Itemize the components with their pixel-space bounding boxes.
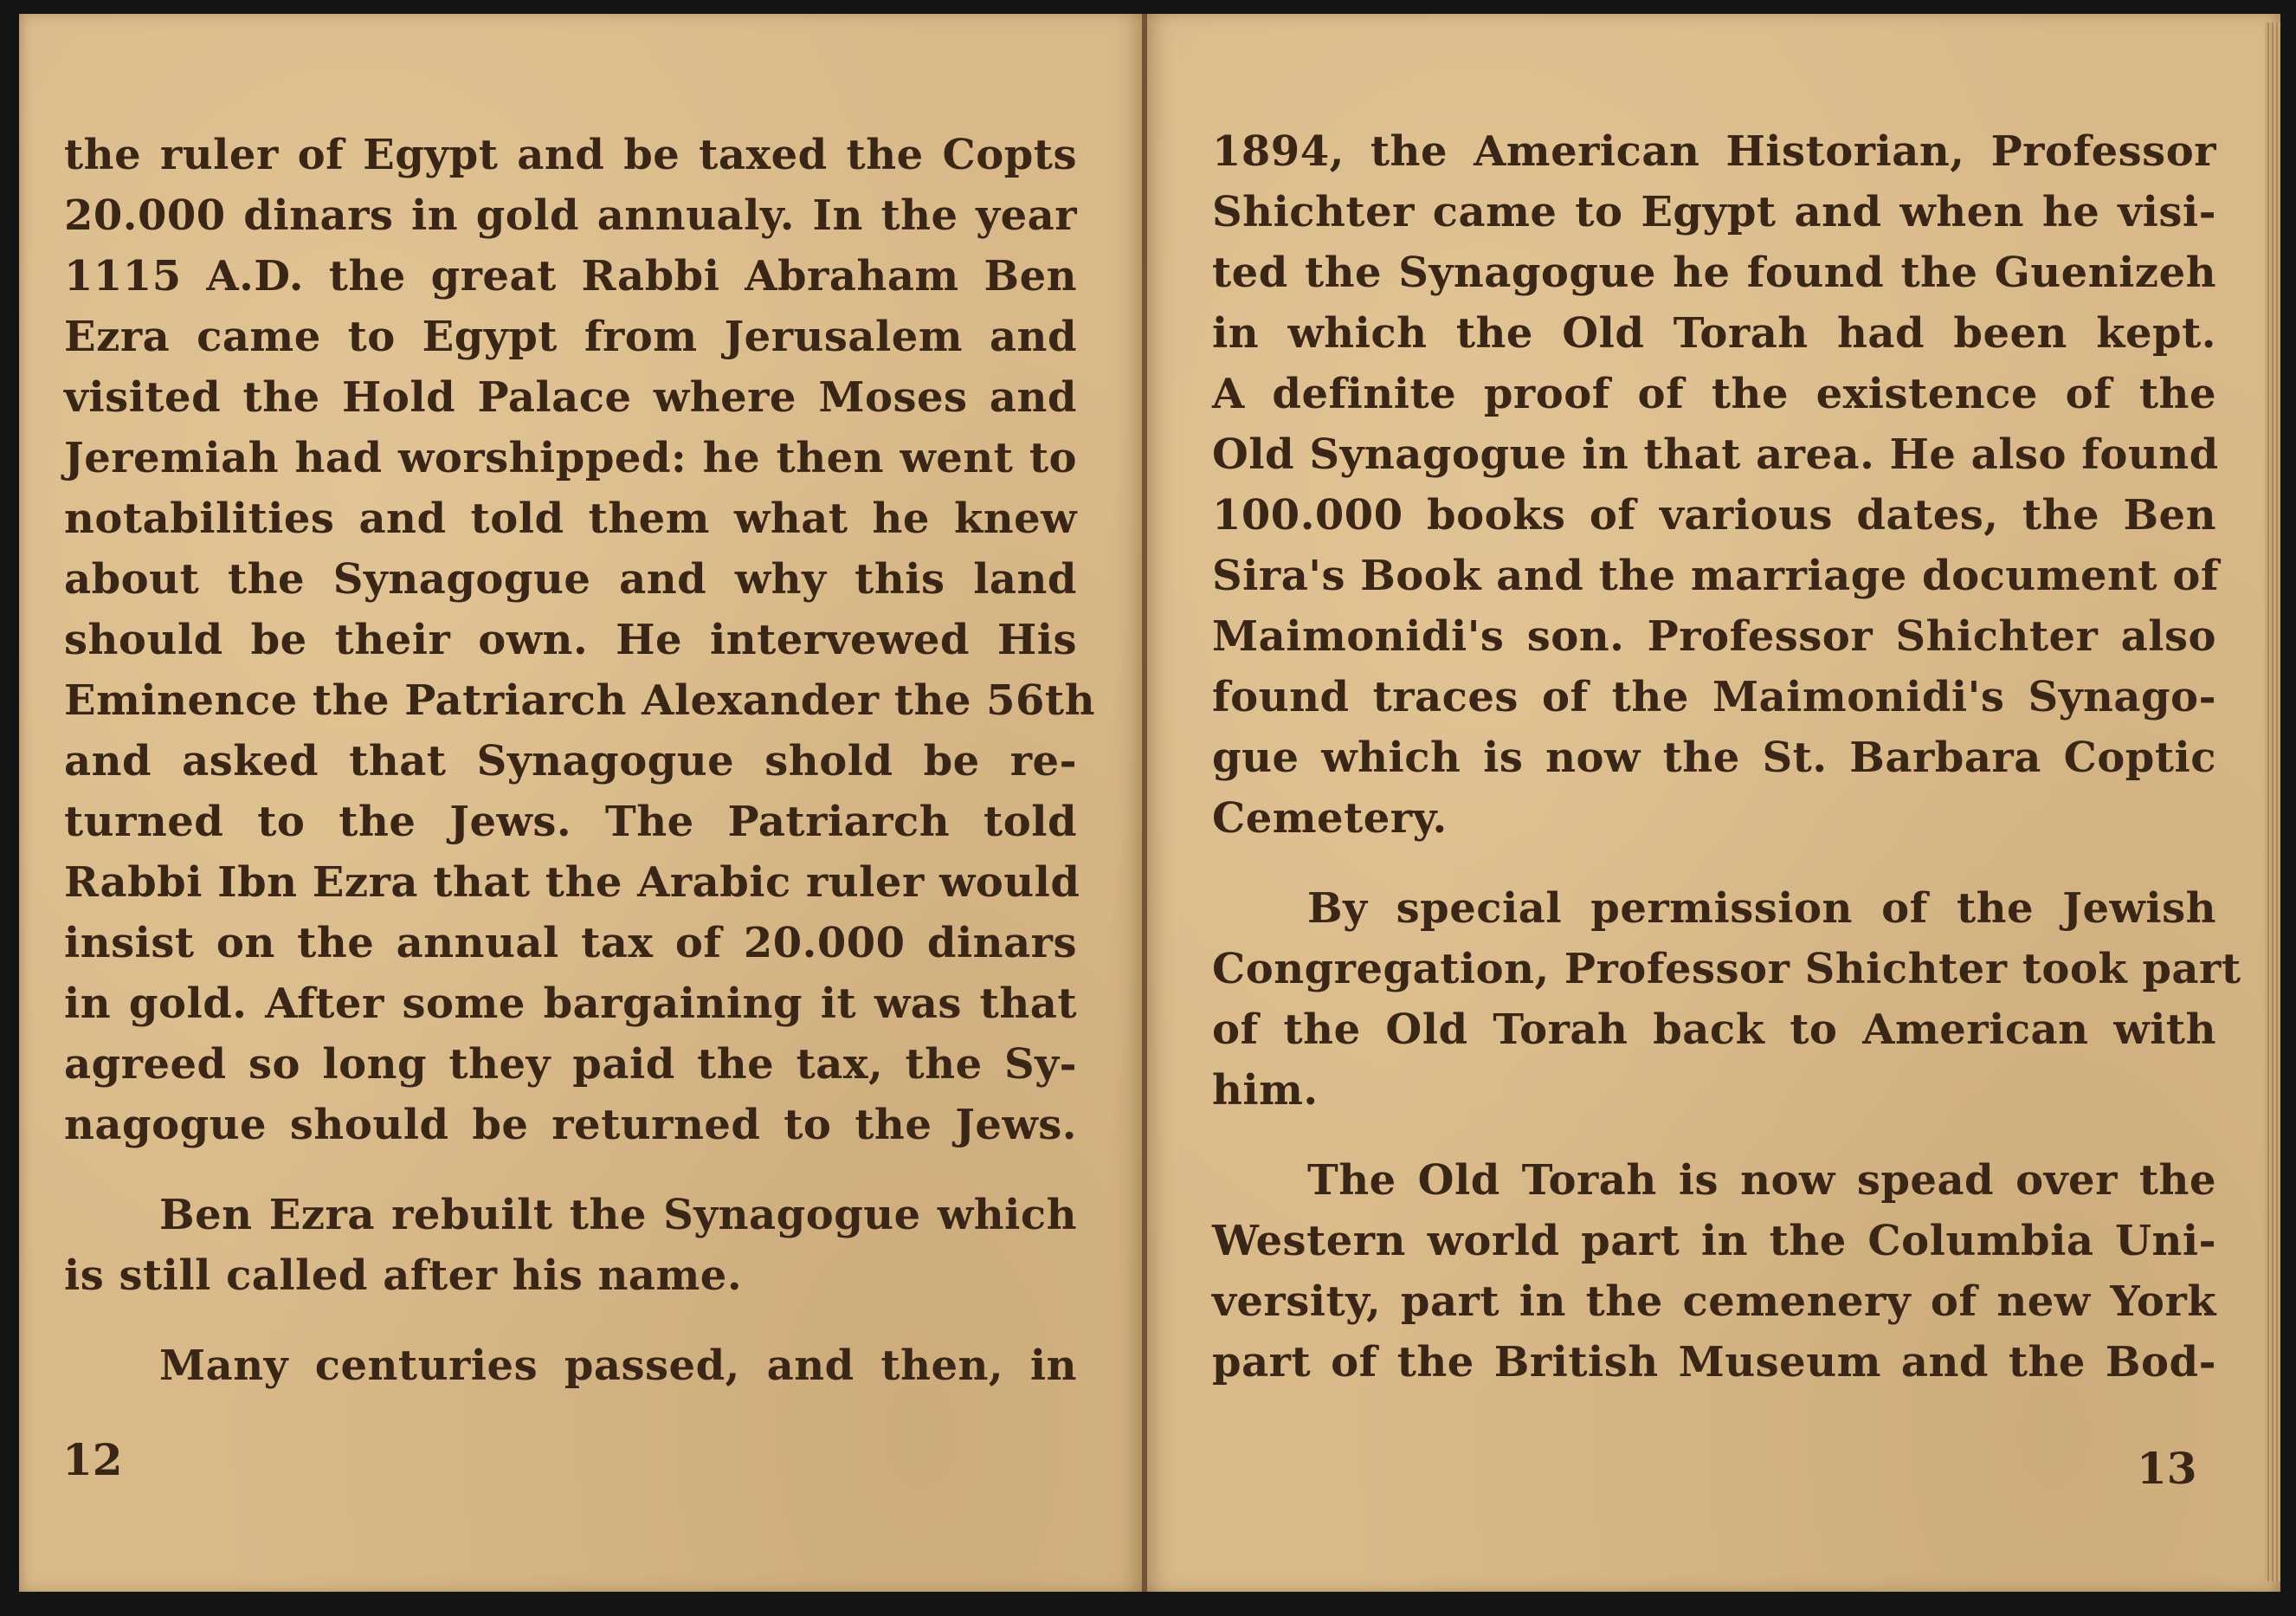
text-line: the ruler of Egypt and be taxed the Copts (64, 131, 1077, 179)
paragraph-gap (1212, 849, 2216, 878)
text-line: ted the Synagogue he found the Guenizeh (1212, 249, 2216, 297)
text-line: Shichter came to Egypt and when he visi- (1212, 188, 2216, 236)
text-line: of the Old Torah back to American with (1212, 1005, 2216, 1054)
text-line: found traces of the Maimonidi's Synago- (1212, 673, 2216, 721)
text-line: in gold. After some bargaining it was that (64, 979, 1077, 1028)
right-page-text (1212, 121, 2241, 1393)
text-line: him. (1212, 1066, 1319, 1115)
text-line: turned to the Jews. The Patriarch told (64, 798, 1077, 846)
text-line: agreed so long they paid the tax, the Sy- (64, 1040, 1077, 1089)
page-number-left: 12 (62, 1434, 123, 1485)
right-page (1145, 14, 2280, 1592)
left-page (19, 14, 1145, 1592)
text-line: Rabbi Ibn Ezra that the Arabic ruler would (64, 858, 1080, 907)
text-line: nagogue should be returned to the Jews. (64, 1101, 1077, 1149)
text-line: 1115 A.D. the great Rabbi Abraham Ben (64, 252, 1077, 301)
text-line: gue which is now the St. Barbara Coptic (1212, 734, 2216, 782)
text-line: about the Synagogue and why this land (64, 555, 1077, 604)
paragraph-gap (1212, 1121, 2216, 1150)
text-line: 20.000 dinars in gold annualy. In the year (64, 191, 1077, 240)
text-line: Congregation, Professor Shichter took part (1212, 945, 2241, 993)
book-gutter (1142, 14, 1147, 1592)
paragraph-gap (64, 1306, 1077, 1335)
text-line: visited the Hold Palace where Moses and (64, 373, 1077, 422)
text-line: versity, part in the cemenery of new York (1212, 1277, 2216, 1326)
text-line: The Old Torah is now spead over the (1307, 1156, 2216, 1205)
text-line: is still called after his name. (64, 1251, 743, 1300)
page-edges (2265, 23, 2280, 1581)
text-line: Ezra came to Egypt from Jerusalem and (64, 313, 1077, 361)
text-line: Cemetery. (1212, 794, 1448, 843)
text-line: Many centuries passed, and then, in (159, 1341, 1077, 1390)
text-line: insist on the annual tax of 20.000 dinars (64, 919, 1077, 967)
text-line: 100.000 books of various dates, the Ben (1212, 491, 2216, 540)
text-line: Sira's Book and the marriage document of (1212, 552, 2219, 600)
text-line: should be their own. He intervewed His (64, 616, 1077, 664)
text-line: Ben Ezra rebuilt the Synagogue which (159, 1191, 1077, 1239)
open-booklet (19, 14, 2280, 1592)
text-line: and asked that Synagogue shold be re- (64, 737, 1077, 785)
text-line: A definite proof of the existence of the (1212, 370, 2216, 418)
left-page-text (64, 125, 1095, 1396)
text-line: notabilities and told them what he knew (64, 494, 1077, 543)
text-line: By special permission of the Jewish (1307, 884, 2216, 933)
text-line: 1894, the American Historian, Professor (1212, 127, 2216, 176)
text-line: in which the Old Torah had been kept. (1212, 309, 2216, 358)
paragraph-gap (64, 1155, 1077, 1185)
text-line: Jeremiah had worshipped: he then went to (64, 434, 1077, 482)
page-number-right: 13 (2137, 1443, 2197, 1494)
text-line: Old Synagogue in that area. He also found (1212, 430, 2219, 479)
text-line: Maimonidi's son. Professor Shichter also (1212, 612, 2216, 661)
text-line: Eminence the Patriarch Alexander the 56th (64, 676, 1095, 725)
text-line: part of the British Museum and the Bod- (1212, 1338, 2216, 1387)
text-line: Western world part in the Columbia Uni- (1212, 1217, 2216, 1265)
